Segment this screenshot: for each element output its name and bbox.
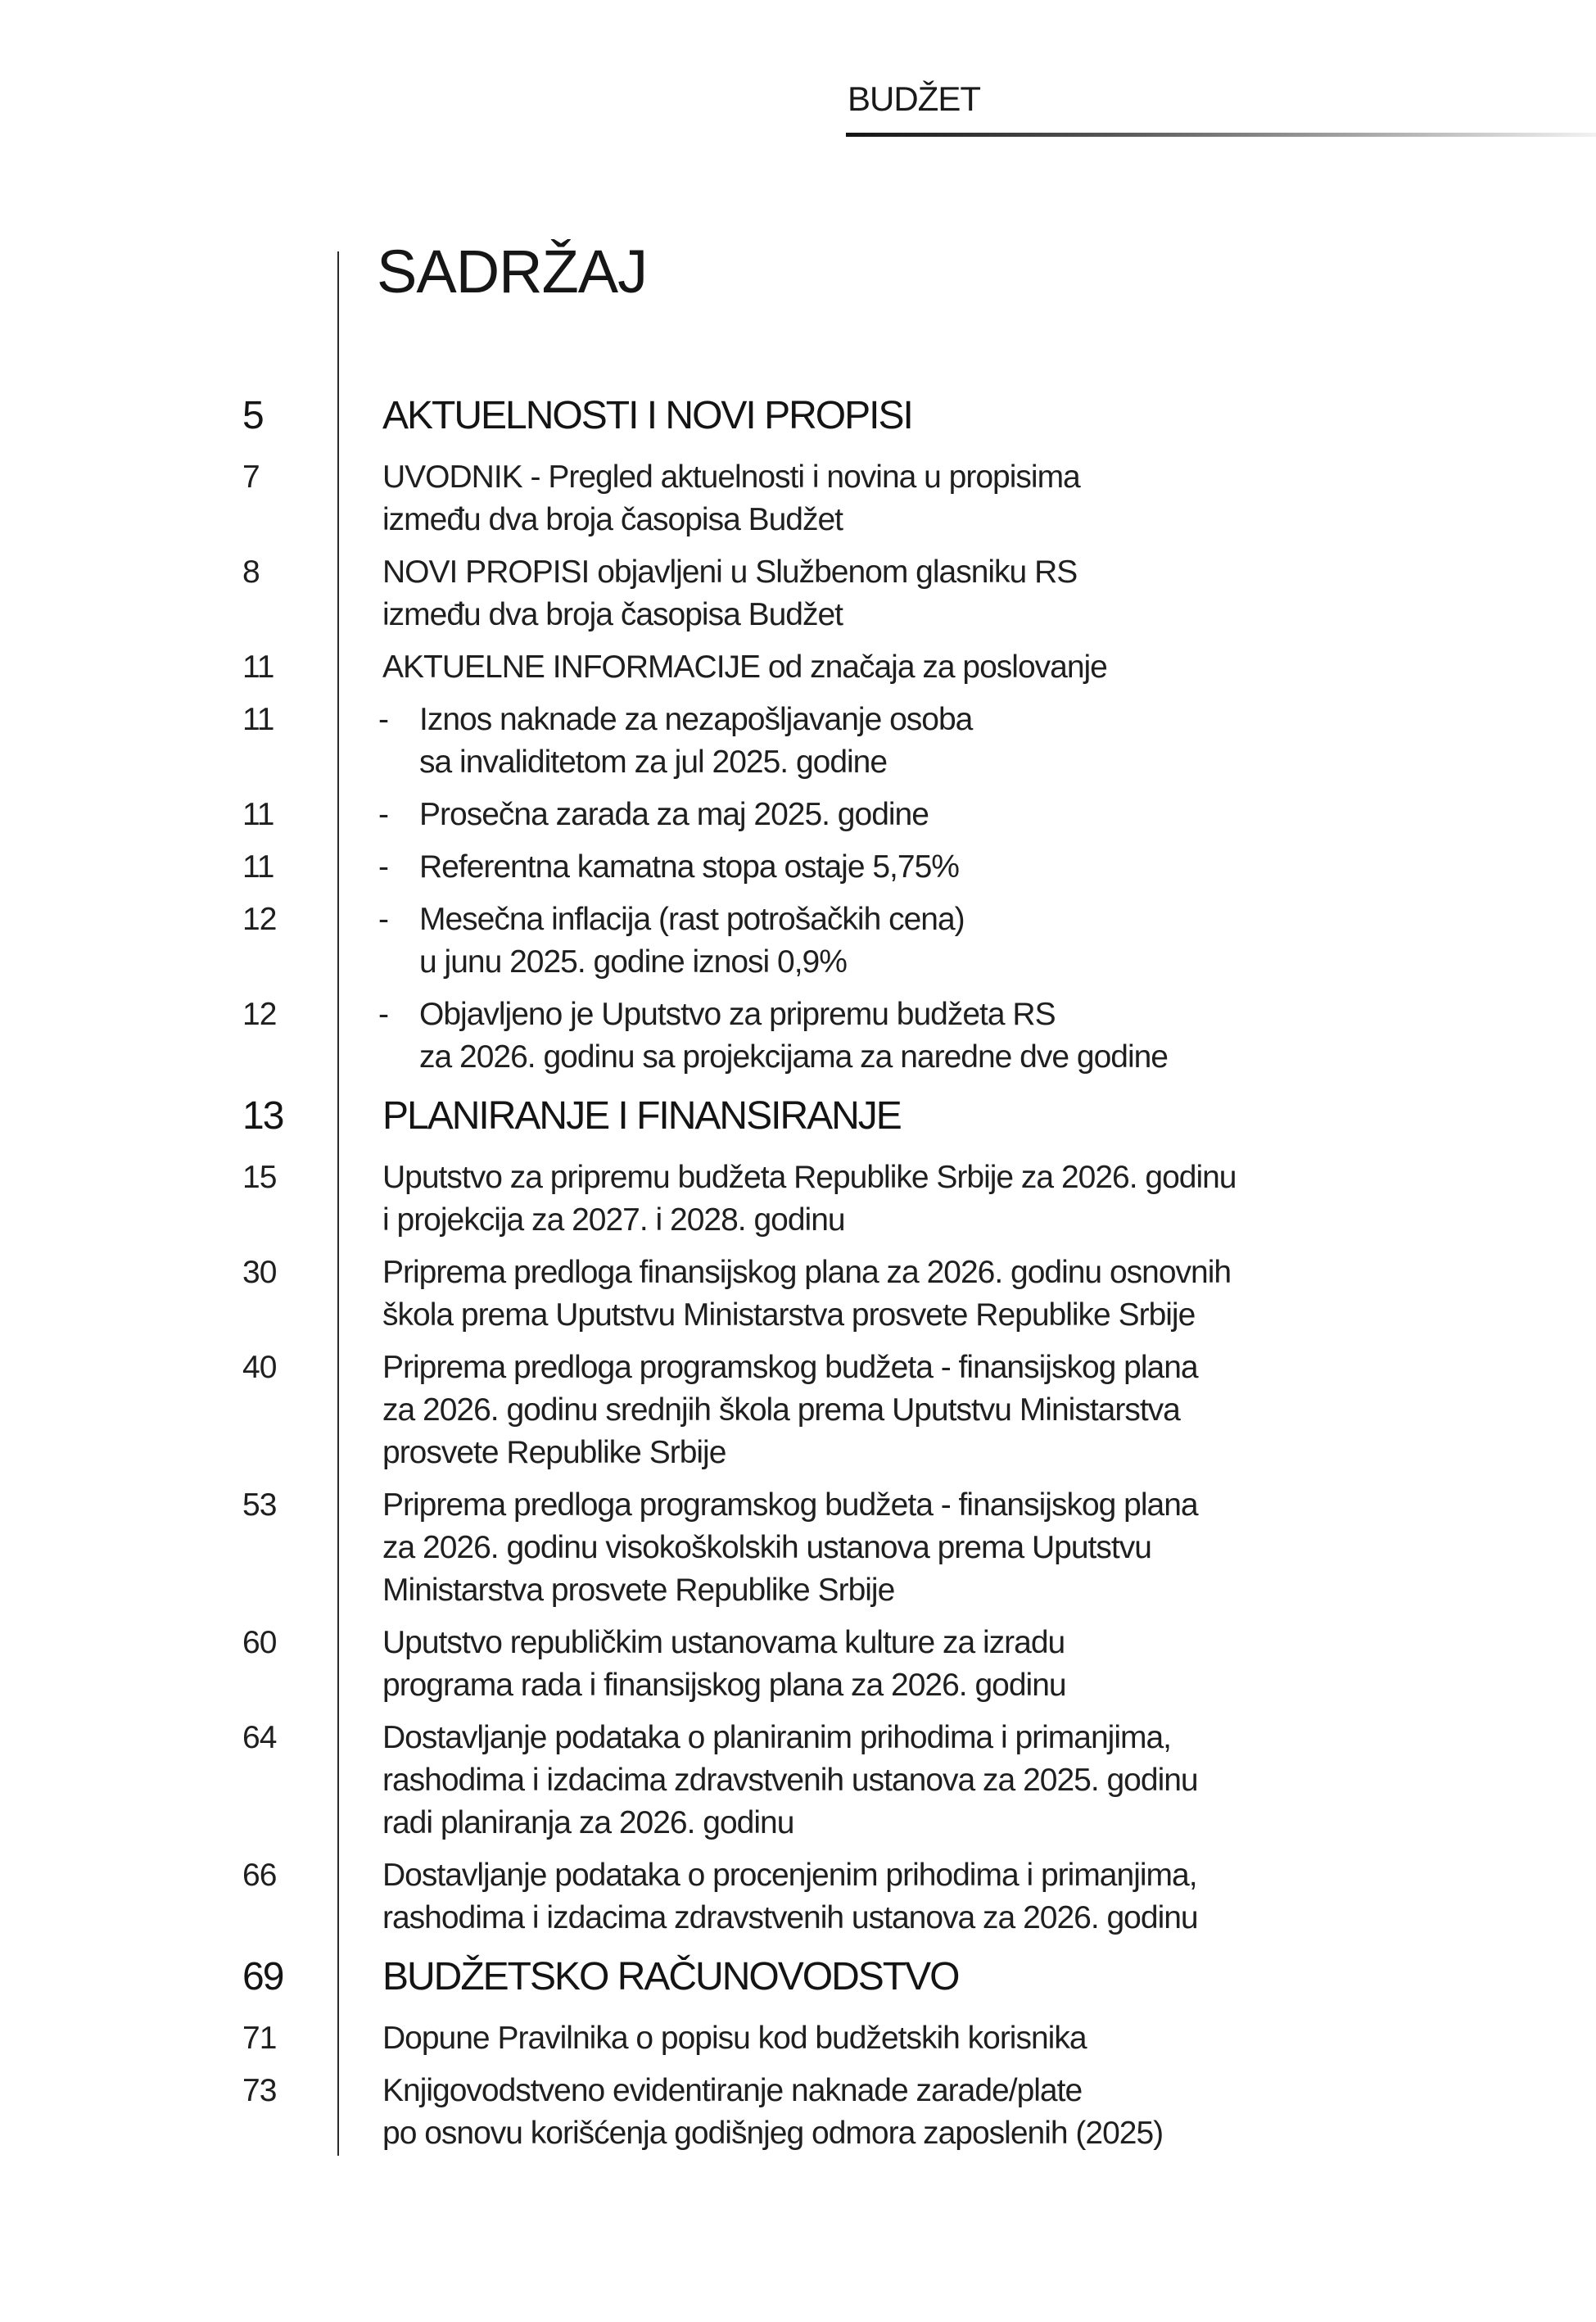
item-text-line: Priprema predloga programskog budžeta - finansijskog plana — [382, 1487, 1198, 1523]
item-text-line: rashodima i izdacima zdravstvenih ustanova za 2026. godinu — [382, 1900, 1198, 1935]
item-page-number: 11 — [242, 650, 274, 685]
item-page-number: 11 — [242, 849, 274, 885]
item-text-line: UVODNIK - Pregled aktuelnosti i novina u propisima — [382, 459, 1080, 495]
item-title — [338, 794, 1596, 836]
toc-item — [0, 994, 1596, 1079]
item-title — [338, 456, 1596, 541]
magazine-title: BUDŽET — [848, 79, 980, 118]
item-text-line: Dostavljanje podataka o planiranim prihodima i primanjima, — [382, 1720, 1172, 1755]
item-text-line: sa invaliditetom za jul 2025. godine — [419, 745, 888, 780]
toc-item — [0, 551, 1596, 636]
item-text-line: Priprema predloga finansijskog plana za 2026. godinu osnovnih — [382, 1255, 1232, 1290]
item-page-number: 12 — [242, 902, 277, 937]
item-text-line: Prosečna zarada za maj 2025. godine — [419, 797, 929, 832]
item-text — [419, 994, 1571, 1079]
toc-item — [0, 1156, 1596, 1242]
item-title — [338, 646, 1596, 689]
item-title — [338, 1156, 1596, 1242]
item-text-line: Referentna kamatna stopa ostaje 5,75% — [419, 849, 959, 885]
item-text-line: Ministarstva prosvete Republike Srbije — [382, 1573, 895, 1608]
toc-item — [0, 1717, 1596, 1844]
item-page-number: 11 — [242, 702, 274, 737]
toc-item — [0, 794, 1596, 836]
item-title — [338, 1484, 1596, 1612]
item-text-line: za 2026. godinu srednjih škola prema Uputstvu Ministarstva — [382, 1392, 1180, 1428]
dash-bullet: - — [378, 702, 388, 737]
toc-item — [0, 1622, 1596, 1707]
item-text-line: Dostavljanje podataka o procenjenim prihodima i primanjima, — [382, 1858, 1197, 1893]
item-text-line: Knjigovodstveno evidentiranje naknade zarade/plate — [382, 2073, 1083, 2108]
item-text-line: za 2026. godinu visokoškolskih ustanova prema Uputstvu — [382, 1530, 1151, 1565]
toc-section-header — [0, 1093, 1596, 1139]
item-text — [419, 898, 1571, 984]
item-title — [338, 551, 1596, 636]
toc-item — [0, 646, 1596, 689]
item-page-number: 66 — [242, 1858, 277, 1893]
item-text-line: između dva broja časopisa Budžet — [382, 597, 843, 632]
section-page-number: 69 — [242, 1955, 283, 1998]
page-title: SADRŽAJ — [377, 238, 648, 306]
item-text-line: NOVI PROPISI objavljeni u Službenom glasniku RS — [382, 554, 1078, 590]
item-page-number: 60 — [242, 1625, 277, 1660]
dash-bullet: - — [378, 797, 388, 832]
item-text-line: Dopune Pravilnika o popisu kod budžetskih korisnika — [382, 2021, 1087, 2056]
item-title — [338, 994, 1596, 1079]
item-text-line: i projekcija za 2027. i 2028. godinu — [382, 1202, 845, 1238]
toc-item — [0, 2070, 1596, 2155]
item-text-line: Priprema predloga programskog budžeta - finansijskog plana — [382, 1350, 1198, 1385]
item-page-number: 73 — [242, 2073, 277, 2108]
item-title — [338, 898, 1596, 984]
section-title: PLANIRANJE I FINANSIRANJE — [382, 1094, 901, 1138]
item-text-line: Uputstvo republičkim ustanovama kulture za izradu — [382, 1625, 1065, 1660]
item-text-line: radi planiranja za 2026. godinu — [382, 1805, 794, 1840]
item-text-line: rashodima i izdacima zdravstvenih ustanova za 2025. godinu — [382, 1763, 1198, 1798]
item-text-line: za 2026. godinu sa projekcijama za naredne dve godine — [419, 1039, 1169, 1075]
toc-item — [0, 1854, 1596, 1940]
toc-item — [0, 1484, 1596, 1612]
item-page-number: 53 — [242, 1487, 277, 1523]
item-text-line: Objavljeno je Uputstvo za pripremu budžeta RS — [419, 997, 1056, 1032]
dash-bullet: - — [378, 849, 388, 885]
item-page-number: 40 — [242, 1350, 277, 1385]
item-page-number: 8 — [242, 554, 260, 590]
item-text-line: Iznos naknade za nezapošljavanje osoba — [419, 702, 973, 737]
item-title — [338, 1347, 1596, 1474]
toc-item — [0, 1347, 1596, 1474]
item-text-line: programa rada i finansijskog plana za 2026. godinu — [382, 1668, 1066, 1703]
item-page-number: 64 — [242, 1720, 277, 1755]
toc-item — [0, 846, 1596, 889]
item-page-number: 15 — [242, 1160, 277, 1195]
toc-section-header — [0, 393, 1596, 439]
item-title — [338, 1854, 1596, 1940]
toc-item — [0, 898, 1596, 984]
item-text — [419, 846, 1571, 889]
item-title — [338, 1717, 1596, 1844]
item-text — [419, 794, 1571, 836]
item-text-line: između dva broja časopisa Budžet — [382, 502, 843, 537]
item-text-line: po osnovu korišćenja godišnjeg odmora zaposlenih (2025) — [382, 2116, 1164, 2151]
header-gradient-rule — [846, 133, 1596, 137]
toc-item — [0, 699, 1596, 784]
item-title — [338, 2017, 1596, 2060]
dash-bullet: - — [378, 902, 388, 937]
item-text-line: prosvete Republike Srbije — [382, 1435, 726, 1470]
toc-section-header — [0, 1954, 1596, 2000]
section-title: BUDŽETSKO RAČUNOVODSTVO — [382, 1955, 959, 1998]
section-page-number: 5 — [242, 394, 263, 437]
item-text-line: Uputstvo za pripremu budžeta Republike Srbije za 2026. godinu — [382, 1160, 1237, 1195]
item-title — [338, 699, 1596, 784]
section-page-number: 13 — [242, 1094, 283, 1138]
item-title — [338, 2070, 1596, 2155]
dash-bullet: - — [378, 997, 388, 1032]
item-text-line: u junu 2025. godine iznosi 0,9% — [419, 944, 847, 980]
toc-list — [0, 393, 1596, 2165]
item-title — [338, 1622, 1596, 1707]
item-title — [338, 846, 1596, 889]
toc-item — [0, 456, 1596, 541]
item-page-number: 12 — [242, 997, 277, 1032]
item-text-line: škola prema Uputstvu Ministarstva prosvete Republike Srbije — [382, 1297, 1196, 1333]
section-title: AKTUELNOSTI I NOVI PROPISI — [382, 394, 912, 437]
item-page-number: 11 — [242, 797, 274, 832]
item-page-number: 71 — [242, 2021, 277, 2056]
item-text-line: AKTUELNE INFORMACIJE od značaja za poslovanje — [382, 650, 1107, 685]
toc-item — [0, 2017, 1596, 2060]
toc-item — [0, 1252, 1596, 1337]
item-title — [338, 1252, 1596, 1337]
item-page-number: 7 — [242, 459, 260, 495]
item-text — [419, 699, 1571, 784]
item-page-number: 30 — [242, 1255, 277, 1290]
item-text-line: Mesečna inflacija (rast potrošačkih cena) — [419, 902, 965, 937]
